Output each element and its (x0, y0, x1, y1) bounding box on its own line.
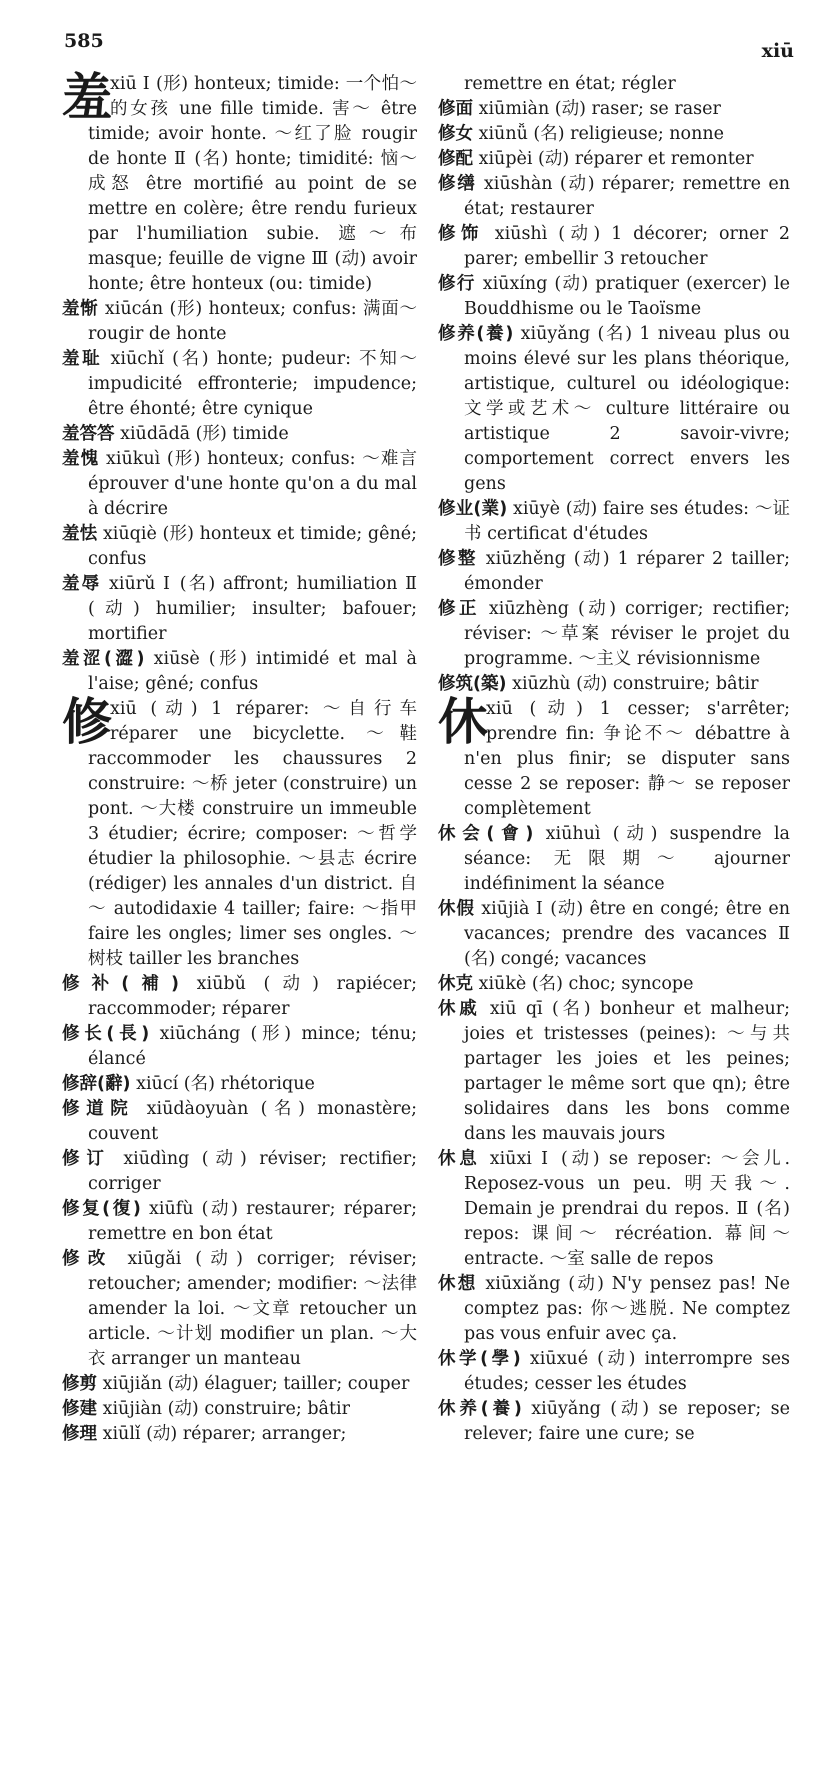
entry-definition: xiūjiǎn (动) élaguer; tailler; couper (102, 1374, 410, 1394)
entry-definition: xiūhuì (动) suspendre la séance: 无限期～ ajourner indéfiniment la séance (464, 824, 790, 894)
entry-definition: remettre en état; régler (464, 74, 676, 94)
dictionary-entry (438, 597, 790, 672)
entry-headword: 羞答答 (62, 424, 115, 444)
entry-definition: xiūchǐ (名) honte; pudeur: 不知～ impudicité effronterie; impudence; être éhonté; être cynique (88, 349, 417, 419)
entry-headword: 修建 (62, 1399, 97, 1419)
entry-headword: 修整 (438, 549, 478, 569)
guide-word: xiū (761, 40, 794, 62)
entry-definition: xiūrǔ Ⅰ (名) affront; humiliation Ⅱ (动) humilier; insulter; bafouer; mortifier (88, 574, 417, 644)
entry-headword: 修道院 (62, 1099, 135, 1119)
entry-definition: xiū (动) 1 cesser; s'arrêter; prendre fin: 争论不～ débattre à n'en plus finir; se disputer sans cesse 2 se reposer: 静～ se reposer complètement (464, 699, 790, 819)
dictionary-entry (62, 1072, 417, 1097)
entry-headword: 羞惭 (62, 299, 99, 319)
entry-headword: 休想 (438, 1274, 478, 1294)
entry-headword: 羞愧 (62, 449, 100, 469)
entry-headword: 羞涩(澀) (62, 649, 145, 669)
dictionary-entry (62, 1422, 417, 1447)
dictionary-entry (438, 122, 790, 147)
entry-definition: xiūfù (动) restaurer; réparer; remettre en bon état (88, 1199, 417, 1244)
dictionary-entry (62, 422, 417, 447)
entry-headword: 休息 (438, 1149, 481, 1169)
entry-definition: xiū qī (名) bonheur et malheur; joies et tristesses (peines): ～与共 partager les joies et les peines; partager le même sort que qn); être solidaires dans les bons comme dans les mauvais jours (464, 999, 790, 1144)
dictionary-entry (438, 547, 790, 597)
dictionary-entry (62, 1022, 417, 1072)
entry-headword: 休戚 (438, 999, 481, 1019)
dictionary-entry (62, 522, 417, 572)
entry-definition: xiūjiàn (动) construire; bâtir (102, 1399, 350, 1419)
entry-headword: 羞耻 (62, 349, 103, 369)
entry-headword: 修缮 (438, 174, 477, 194)
left-column (62, 68, 418, 1447)
entry-definition: xiūzhù (动) construire; bâtir (512, 674, 759, 694)
entry-definition: xiūshàn (动) réparer; remettre en état; restaurer (464, 174, 790, 219)
entry-definition: xiūkè (名) choc; syncope (478, 974, 694, 994)
dictionary-entry (438, 972, 790, 997)
dictionary-entry (62, 972, 417, 1022)
dictionary-entry (62, 647, 417, 697)
dictionary-entry (438, 322, 790, 497)
entry-headword: 修业(業) (438, 499, 508, 519)
entry-headword: 休假 (438, 899, 475, 919)
dictionary-entry (438, 72, 790, 97)
entry-headword: 修行 (438, 274, 476, 294)
entry-definition: xiūlǐ (动) réparer; arranger; (102, 1424, 347, 1444)
entry-definition: xiūzhèng (动) corriger; rectifier; réviser: ～草案 réviser le projet du programme. ～主义 révisionnisme (464, 599, 790, 669)
entry-headword: 修筑(築) (438, 674, 507, 694)
entry-headword: 修改 (62, 1249, 114, 1269)
entry-headword: 修补(補) (62, 974, 179, 994)
entry-definition: xiūcí (名) rhétorique (136, 1074, 315, 1094)
dictionary-entry (62, 1397, 417, 1422)
entry-definition: xiūyǎng (名) 1 niveau plus ou moins élevé sur les plans théorique, artistique, culturel ou idéologique: 文学或艺术～ culture littéraire ou artistique 2 savoir-vivre; comportement correct envers les gens (464, 324, 790, 494)
entry-definition: xiūxíng (动) pratiquer (exercer) le Bouddhisme ou le Taoïsme (464, 274, 790, 319)
entry-headword: 修辞(辭) (62, 1074, 131, 1094)
dictionary-entry (62, 1372, 417, 1397)
entry-definition: xiūyǎng (动) se reposer; se relever; faire une cure; se (464, 1399, 790, 1444)
entry-definition: xiūqiè (形) honteux et timide; gêné; confus (88, 524, 417, 569)
entry-definition: xiūdàoyuàn (名) monastère; couvent (88, 1099, 418, 1144)
entry-definition: xiūpèi (动) réparer et remonter (478, 149, 754, 169)
dictionary-entry (62, 1147, 417, 1197)
dictionary-entry (438, 897, 790, 972)
dictionary-entry (438, 1397, 790, 1447)
entry-definition: xiūzhěng (动) 1 réparer 2 tailler; émonder (464, 549, 790, 594)
dictionary-entry (62, 297, 417, 347)
entry-definition: xiūxi Ⅰ (动) se reposer: ～会儿. Reposez-vous un peu. 明天我～. Demain je prendrai du repos. Ⅱ (名) repos: 课间～ récréation. 幕间～ entracte. ～室 salle de repos (464, 1149, 791, 1269)
entry-definition: xiū Ⅰ (形) honteux; timide: 一个怕～的女孩 une fille timide. 害～ être timide; avoir honte. ～红了脸 rougir de honte Ⅱ (名) honte; timidité: 恼～成怒 être mortifié au point de se mettre en colère; être rendu furieux par l'humiliation subie. 遮～布 masque; feuille de vigne Ⅲ (动) avoir honte; être honteux (ou: timide) (88, 74, 417, 294)
entry-headword: 修订 (62, 1149, 111, 1169)
entry-definition: xiūshì (动) 1 décorer; orner 2 parer; embellir 3 retoucher (464, 224, 790, 269)
entry-definition: xiūyè (动) faire ses études: ～证书 certificat d'études (464, 499, 790, 544)
entry-definition: xiūnǚ (名) religieuse; nonne (478, 124, 724, 144)
entry-headword: 修配 (438, 149, 473, 169)
page-number: 585 (64, 30, 104, 52)
entry-headword: 修复(復) (62, 1199, 141, 1219)
dictionary-entry (438, 693, 790, 822)
entry-headword: 休养(養) (438, 1399, 522, 1419)
entry-definition: xiū (动) 1 réparer: ～自行车 réparer une bicyclette. ～鞋 raccommoder les chaussures 2 construire: ～桥 jeter (construire) un pont. ～大楼 construire un immeuble 3 étudier; écrire; composer: ～哲学 étudier la philosophie. ～县志 écrire (rédiger) les annales d'un district. 自～ autodidaxie 4 tailler; faire: ～指甲 faire les ongles; limer ses ongles. ～树枝 tailler les branches (88, 699, 417, 969)
entry-headword: 羞怯 (62, 524, 98, 544)
entry-headword: 修正 (438, 599, 480, 619)
dictionary-entry (438, 222, 790, 272)
dictionary-entry (438, 172, 790, 222)
dictionary-entry (438, 1347, 790, 1397)
dictionary-entry (438, 497, 790, 547)
entry-definition: xiūgǎi (动) corriger; réviser; retoucher; amender; modifier: ～法律 amender la loi. ～文章 retoucher un article. ～计划 modifier un plan. ～大衣 arranger un manteau (88, 1249, 417, 1369)
entry-definition: xiūdìng (动) réviser; rectifier; corriger (88, 1149, 417, 1194)
dictionary-entry (438, 822, 790, 897)
dictionary-entry (438, 672, 790, 697)
dictionary-entry (438, 97, 790, 122)
entry-definition: xiūbǔ (动) rapiécer; raccommoder; réparer (88, 974, 417, 1019)
entry-headword: 修剪 (62, 1374, 97, 1394)
dictionary-entry (438, 272, 790, 322)
entry-headword: 修理 (62, 1424, 97, 1444)
dictionary-entry (438, 1272, 790, 1347)
dictionary-entry (438, 1147, 790, 1272)
entry-definition: xiūmiàn (动) raser; se raser (478, 99, 721, 119)
dictionary-entry (438, 997, 790, 1147)
dictionary-entry (62, 447, 417, 522)
entry-definition: xiūcán (形) honteux; confus: 满面～ rougir de honte (88, 299, 417, 344)
headword-character: 羞 (62, 68, 112, 126)
entry-definition: xiūdādā (形) timide (120, 424, 289, 444)
entry-headword: 修长(長) (62, 1024, 150, 1044)
dictionary-entry (62, 68, 417, 297)
dictionary-entry (62, 693, 417, 972)
dictionary-entry (62, 1097, 417, 1147)
entry-headword: 修女 (438, 124, 473, 144)
entry-headword: 休克 (438, 974, 473, 994)
entry-headword: 休会(會) (438, 824, 534, 844)
entry-headword: 修养(養) (438, 324, 514, 344)
entry-headword: 修面 (438, 99, 473, 119)
right-column (438, 72, 790, 1447)
entry-definition: xiūcháng (形) mince; ténu; élancé (88, 1024, 417, 1069)
entry-definition: xiūjià Ⅰ (动) être en congé; être en vacances; prendre des vacances Ⅱ (名) congé; vacances (464, 899, 790, 969)
entry-headword: 修饰 (438, 224, 484, 244)
dictionary-entry (62, 1197, 417, 1247)
entry-definition: xiūxué (动) interrompre ses études; cesser les études (464, 1349, 791, 1394)
dictionary-entry (62, 572, 417, 647)
dictionary-entry (62, 347, 417, 422)
entry-definition: xiūkuì (形) honteux; confus: ～难言 éprouver d'une honte qu'on a du mal à décrire (88, 449, 418, 519)
dictionary-entry (62, 1247, 417, 1372)
entry-headword: 休学(學) (438, 1349, 521, 1369)
headword-character: 休 (438, 693, 488, 751)
entry-definition: xiūsè (形) intimidé et mal à l'aise; gêné; confus (88, 649, 417, 694)
dictionary-entry (438, 147, 790, 172)
entry-headword: 羞辱 (62, 574, 102, 594)
headword-character: 修 (62, 693, 112, 751)
entry-definition: xiūxiǎng (动) N'y pensez pas! Ne comptez pas: 你～逃脱. Ne comptez pas vous enfuir avec ça. (464, 1274, 790, 1344)
